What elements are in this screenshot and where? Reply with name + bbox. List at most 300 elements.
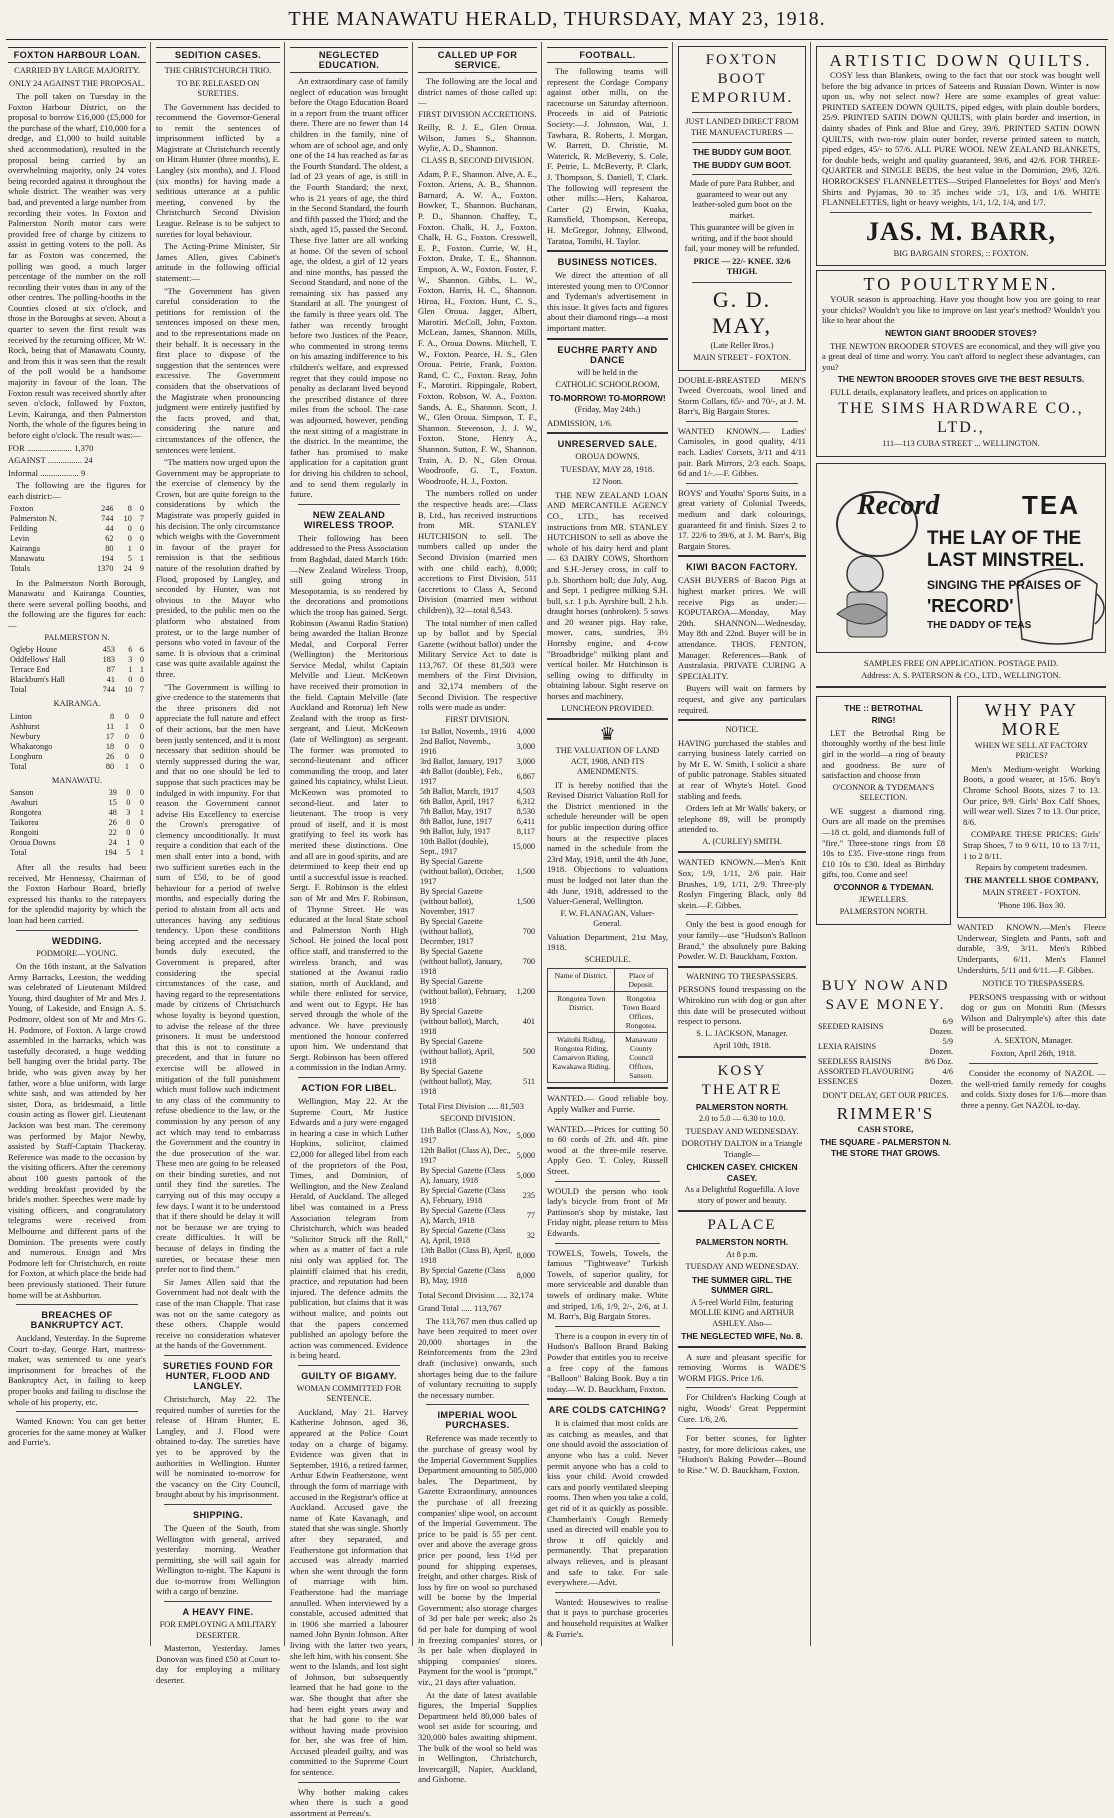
paragraph: Buyers will wait on farmers by request, and give any particulars required. <box>678 683 806 715</box>
table-row <box>8 742 146 752</box>
ad-title: TO POULTRYMEN. <box>863 274 1059 295</box>
ad-line: SINGING THE PRAISES OF <box>927 577 1082 592</box>
table-cell: Levin <box>10 533 30 543</box>
article-heading: FOOTBALL. <box>547 47 668 63</box>
table-row <box>418 947 537 977</box>
paragraph: Sir James Allen said that the Government had not dealt with the case of the man Chapple. That case was not on the same category as these others. Chapple would receive no consideration whatever at the hands of the Government. <box>156 1276 280 1351</box>
ad-line: THE DADDY OF TEAS <box>927 619 1032 631</box>
table-row <box>8 685 146 695</box>
ad-line: 12 Noon. <box>591 477 624 487</box>
table-cell: 4/6 Dozen. <box>929 1067 954 1087</box>
table-cell: 246 <box>101 503 114 513</box>
betrothal-ad <box>816 692 951 977</box>
table-row <box>8 514 146 524</box>
table-cell: By Special Gazette (Class A), April, 1918 <box>420 1226 506 1246</box>
table-cell: Total <box>10 848 27 858</box>
table-cell: 1st Ballot, Novemb., 1916 <box>420 727 507 737</box>
table-cell: 0 <box>139 523 144 533</box>
table-cell: 1 <box>139 848 144 858</box>
table-cell: Ogleby House <box>10 645 58 655</box>
result-for: FOR ..................... 1,370 <box>8 442 94 453</box>
table-cell: By Special Gazette (without ballot), March, 1918 <box>420 1007 499 1037</box>
paragraph: Christchurch, May 22. The required number of sureties for the release of Hiram Hunter, E. Langley, and J. Flood were obtained to-day. The sureties have yet to be approved by the authorities in Wellington. Hunter will be nominated to-morrow for the vacancy on the City Council, brought about by his imprisonment. <box>156 1393 280 1500</box>
table-cell: 0 <box>124 711 130 721</box>
table-cell: Total <box>10 761 27 771</box>
table-cell: Manawatu <box>10 553 45 563</box>
table-row <box>418 977 537 1007</box>
table-cell: 80 <box>105 761 115 771</box>
paragraph: COSY less than Blankets, owing to the fact that our stock was bought well before the big advance in prices of Sateens and Russian Down. Winter is now upon us, why not select now? Here are some examples of great value: PRINTED SATEEN DOWN QUILTS, piped edges, with plain double borders, 25/9. PRINTED SATIN DOWN QUILTS, with plain border and insertion, in dainty shades of Pink and Blue and Grey, 39/6. PRINTED SATIN DOWN QUILTS, with two-row plain outer border, reverse printed sateen to match, piped edges, 45/- to 57/6. ALL PURE WOOL NEW ZEALAND BLANKETS, for double beds, weight and quality guaranteed, 39/6, and 42/6. FOR THREE-QUARTER and SINGLE BEDS, the best value in the Dominion, 29/6, 32/6. HORROCKSES' FLANNELETTES—Striped Flannelettes for Boys' and Men's Shirts and Pyjamas, 30 to 35 inches wide :/1, 1/3, and 1/6. WHITE FLANNELETTES, light or heavy weights, 1/1, 1/2, 1/4, and 1/7. <box>822 70 1100 208</box>
table-row <box>418 1146 537 1166</box>
table-cell: Terrace End <box>10 665 50 675</box>
column-rule <box>810 42 811 1646</box>
notice-title: WARNING TO TRESPASSERS. <box>686 971 798 981</box>
table-row <box>8 818 146 828</box>
store-name: RIMMER'S <box>836 1103 935 1123</box>
table-cell: 0 <box>139 503 144 513</box>
ad-line: TO-MORROW! TO-MORROW! <box>549 392 666 403</box>
signature: A. SEXTON, Manager. <box>994 1036 1073 1046</box>
ad-line: THE SUMMER GIRL. THE SUMMER GIRL. <box>691 1274 793 1296</box>
results-table <box>8 712 146 772</box>
ad-line: 'RECORD' <box>927 595 1014 616</box>
classified: WANTED.— Good reliable boy. Apply Walker and Furrie. <box>547 1093 668 1115</box>
table-row <box>418 857 537 887</box>
ad-line: ADMISSION, 1/6. <box>547 417 613 428</box>
column-5 <box>543 42 672 1646</box>
table-cell: 18 <box>105 741 115 751</box>
table-row <box>418 1246 537 1266</box>
table-cell: 0 <box>139 761 144 771</box>
ad-line: Made of pure Para Rubber, and guaranteed to wear out any leather-soled gum boot on the market. <box>689 179 795 220</box>
table-cell: By Special Gazette (without ballot), February, 1918 <box>420 977 507 1007</box>
ad-line: DON'T DELAY, GET OUR PRICES. <box>822 1091 949 1101</box>
euchre-ad-title: EUCHRE PARTY AND DANCE <box>557 344 658 365</box>
table-cell: 0 <box>139 675 144 685</box>
column-rule <box>150 42 151 1646</box>
article-heading: NEGLECTED EDUCATION. <box>290 47 408 73</box>
table-cell: 5th Ballot, March, 1917 <box>420 787 499 797</box>
notice-title: NOTICE. <box>725 725 759 735</box>
article-heading: A HEAVY FINE. <box>182 1607 254 1618</box>
table-cell: 700 <box>522 927 535 937</box>
table-cell: 44 <box>105 523 114 533</box>
table-cell: 10 <box>123 513 132 523</box>
table-cell: 235 <box>522 1191 535 1201</box>
table-cell: Newbury <box>10 731 41 741</box>
paragraph: On the 16th instant, at the Salvation Army Barracks, Leeston, the wedding was celebrated of Lieutenant Mildred Young, third daughter of Mr and Mrs J. Young, of Lakeside, and Ensign A. S. Podmore, oldest son of Mr and Mrs G. H. Podmore, of Foxton. A large crowd assembled in the barracks, which was tastefully decorated, a huge wedding bell hanging over the bridal party. The bride, who was given away by her father, wore a blue uniform, with large white sash, and was attended by her sister, Dora, as bridesmaid, a little cousin acting as flower girl. Lieutenant Jackson was best man. The ceremony was performed by Major Newby, assisted by Staff-Captain Thackeray. Reference was made to the occasion by the visiting officers. After the ceremony about 100 guests partook of the wedding breakfast provided by the bride's mother. Speeches were made by visiting officers, and congratulatory telegrams were received from Melbourne and different parts of the Dominion. The presents were costly and numerous. Ensign and Mrs Podmore left for Christchurch, en route for Foxton, at which place the bride had been previously stationed. Their future home will be at Ashburton. <box>8 961 146 1300</box>
paragraph: Reference was made recently to the purchase of greasy wool by the Imperial Government Supplies Department amounting to 505,000 bales. The Department, by Gazette Extraordinary, announces the purchase of all freezing companies' slipe wool, on account of the Imperial Government. The price to be paid is 55 per cent. over and above the average gross price per pound, less 1½d per pound for shipping expenses, freight, and other charges. Risk of loss by fire on wool so purchased will be borne by the Imperial Government; also storage charges of 3d per bale per week; also 2s 6d per bale for dumping of wool in freezing companies' stores, or 3s per bale when displayed in shipping companies' stores. Payment for the wool is "prompt," viz., 21 days after valuation. <box>418 1433 537 1688</box>
table-row <box>8 752 146 762</box>
table-cell: 744 <box>102 685 115 695</box>
table-row <box>418 737 537 757</box>
table-row <box>418 1037 537 1067</box>
store-name: THE SIMS HARDWARE CO., LTD., <box>838 400 1084 437</box>
subheading: SECOND DIVISION. <box>440 1113 515 1123</box>
table-cell: 0 <box>126 828 131 838</box>
table-row <box>8 848 146 858</box>
table-cell: 3rd Ballot, January, 1917 <box>420 757 503 767</box>
table-row <box>816 1037 955 1057</box>
paragraph: The poll taken on Tuesday in the Foxton Harbour District, on the proposal to borrow £16,000 (£5,000 for the purchase of the wharf, £10,000 for a dredge, and £1,000 to build suitable shed accommodation), resulted in the proposal being carried by an overwhelming majority, only 24 votes being recorded against it throughout the whole district. The weather was very bad, and prevented a large number from recording their votes. In Foxton and Palmerston North motor cars were provided free of charge by citizens to assist in getting voters to the poll. As far as Foxton was concerned, the polling was good, a much larger percentage of the number on the roll recording their votes than in any of the other centres. The polling-booths in the Counties closed at six o'clock, and those in the Boroughs at seven. About a quarter to seven the first result was received by the returning officer, Mr W. Rock, being that of Manawatu County, and from this it was seen that the result of the poll would be a handsome majority in favour of the loan. The Foxton result was received shortly after seven o'clock, followed by Foxton, Levin, Kairanga, and then Palmerston North, the whole of the figures being in before eight o'clock. The result was:— <box>8 91 146 440</box>
paragraph: IT is hereby notified that the Revised District Valuation Roll for the District mentioned in the schedule hereunder will be open for public inspection during office hours at the respective places named in the schedule from the 23rd May, 1918, until the 4th June, 1918. Objections to valuations must be lodged not later than the 4th June, 1918, addressed to the Valuer-General, Wellington. <box>547 779 668 907</box>
table-row <box>816 1067 955 1087</box>
table-cell: SEEDED RAISINS <box>818 1022 884 1032</box>
subheading: FIRST DIVISION ACCRETIONS. <box>418 109 537 119</box>
paragraph: We direct the attention of all interested young men to O'Connor and Tydeman's advertisement in this issue. It gives facts and figures about their diamond rings—a most important matter. <box>547 270 668 334</box>
paragraph: Reilly, R. J. E., Glen Oroua. Wilson, James S., Shannon. Wylie, A. D., Shannon. <box>418 122 537 154</box>
table-cell: By Special Gazette (Class A), January, 1918 <box>420 1166 506 1186</box>
ad-line: THE NEGLECTED WIFE, No. 8. <box>681 1331 803 1342</box>
table-row <box>8 732 146 742</box>
table-cell: 6,411 <box>516 817 535 827</box>
table-cell: Kairanga <box>10 543 41 553</box>
table-row <box>418 727 537 737</box>
table-cell: LEXIA RAISINS <box>818 1042 876 1052</box>
column-4 <box>414 42 541 1785</box>
table-cell: 700 <box>522 957 535 967</box>
table-cell: 183 <box>102 655 115 665</box>
table-cell: 0 <box>126 798 131 808</box>
ad-row <box>816 977 1106 1160</box>
table-cell: 7 <box>139 513 144 523</box>
masthead <box>0 0 1114 40</box>
ad-line: OROUA DOWNS. <box>575 452 640 462</box>
table-cell: 6 <box>139 645 144 655</box>
classified: TOWELS, Towels, Towels, the famous "Tightweave" Turkish Towels, of superior quality, for more serviceable and durable than towels of ordinary make. White and striped, 1/6, 1/9, 2/-, 2/6, at J. M. Barr's, Big Bargain Stores. <box>547 1247 668 1322</box>
table-cell: By Special Gazette (without ballot), January, 1918 <box>420 947 503 977</box>
table-cell: Awahuri <box>10 798 38 808</box>
table-cell: 2nd Ballot, Novemb., 1916 <box>420 737 491 757</box>
table-cell: 8th Ballot, June, 1917 <box>420 817 493 827</box>
article-heading: IMPERIAL WOOL PURCHASES. <box>437 1410 518 1431</box>
table-row <box>8 554 146 564</box>
classified: BOYS' and Youths' Sports Suits, in a great variety of Colonial Tweeds, medium and dark colourings, guaranteed fit and finish. Sizes 2 to 17. 22/6 to 39/6, at J. M. Barr's, Big Bargain Stores. <box>678 487 806 551</box>
ad-line: O'CONNOR & TYDEMAN'S SELECTION. <box>832 782 935 803</box>
table-row <box>8 655 146 665</box>
poultrymen-ad <box>816 270 1106 457</box>
ad-line: 2.0 to 5.0 — 6.30 to 10.0. <box>698 1114 786 1124</box>
district-heading: PALMERSTON N. <box>44 632 110 642</box>
table-cell: 4th Ballot (double), Feb., 1917 <box>420 767 503 787</box>
table-row <box>8 504 146 514</box>
table-cell: 10th Ballot (double), Sept., 1917 <box>420 837 489 857</box>
table-cell: 5,000 <box>516 1151 535 1161</box>
table-cell: 1,500 <box>516 867 535 877</box>
table-cell: 1 <box>139 553 144 563</box>
paragraph: For Children's Hacking Cough at night, Woods' Great Peppermint Cure. 1/6, 2/6. <box>678 1392 806 1424</box>
classified: WANTED KNOWN.— Ladies' Camisoles, in good quality, 4/11 each. Ladies' Corsets, 3/11 and 4/11 pair. Bark Mirrors, 2/3 each. Soaps, 6d and 1/-.—F. Gibbes. <box>678 425 806 479</box>
table-row <box>8 645 146 655</box>
ad-line: PRICE — 22/- KNEE. 32/6 THIGH. <box>693 256 791 276</box>
table-cell: 1 <box>139 808 144 818</box>
brand-logo: Record <box>857 489 940 521</box>
table-cell: 1,500 <box>516 897 535 907</box>
signature: Foxton, April 26th, 1918. <box>990 1048 1077 1058</box>
table-row <box>8 712 146 722</box>
table-cell: 8 <box>127 503 132 513</box>
ad-line: PALMERSTON NORTH. <box>839 907 928 916</box>
table-cell: 0 <box>124 751 130 761</box>
paragraph: Auckland, Yesterday. In the Supreme Court to-day, George Hart, mattress-maker, was sentenced to one year's imprisonment for breaches of the Bankruptcy Act, in failing to keep proper books and failing to disclose the whole of his property, etc. <box>8 1333 146 1407</box>
table-cell: 3,000 <box>516 742 535 752</box>
ad-line: BIG BARGAIN STORES, :: FOXTON. <box>893 248 1029 258</box>
total-line: Grand Total ..... 113,767 <box>418 1303 502 1314</box>
record-tea-ad <box>816 463 1106 653</box>
table-row <box>8 798 146 808</box>
table-cell: 26 <box>108 818 117 828</box>
subheading: THE CHRISTCHURCH TRIO. <box>164 66 272 75</box>
table-row <box>8 534 146 544</box>
table-cell: 7 <box>139 685 144 695</box>
table-cell: 12th Ballot (Class A), Dec., 1917 <box>420 1146 511 1166</box>
ad-title: MORE <box>1001 718 1062 739</box>
table-cell: Whakarongo <box>10 741 53 751</box>
paragraph: Wanted: Housewives to realise that it pays to purchase groceries and household requisites at Walker & Furrie's. <box>547 1596 668 1639</box>
table-row <box>418 1067 537 1097</box>
table-cell: 8/6 Doz. <box>924 1057 954 1067</box>
paragraph: After all the results had been received, Mr Hennessy, Chairman of the Foxton Harbour Board, briefly expressed his thanks to the ratepayers for the splendid majority by which the loan had been carried. <box>8 862 146 925</box>
table-cell: 5 <box>126 848 131 858</box>
table-cell: Blackburn's Hall <box>10 675 65 685</box>
crest-icon: ♛ <box>599 724 616 745</box>
table-row <box>418 797 537 807</box>
paragraph: The numbers rolled on under the respective heads are:—Class B, Ltd., has received instructions from MR. STANLEY HUTCHISON to sell. The numbers called up under the Second Division (married men with one child each), 8,000; accretions to First Division, 511 (accretions to Class A, Second Division (married men without children)), 32—total 8,543. <box>418 488 537 615</box>
table-row <box>8 762 146 772</box>
why-pay-more-ad <box>957 692 1106 977</box>
ad-line: THE BUDDY GUM BOOT. <box>692 159 792 170</box>
table-cell: 1 <box>128 665 133 675</box>
table-row <box>418 1007 537 1037</box>
table-cell: 6/9 Dozen. <box>929 1017 954 1037</box>
ad-line: MAIN STREET - FOXTON. <box>982 888 1081 898</box>
total-line: Total First Division ..... 81,503 <box>418 1101 524 1112</box>
table-cell: SEEDLESS RAISINS <box>818 1057 892 1067</box>
classified: WANTED KNOWN.—Men's Fleece Underwear, Singlets and Pants, soft and durable, 3/9, 3/11. Men's Ribbed Underpants, 6/11. Men's Flannel Undershirts, 5/11 and 6/11.—F. Gibbes. <box>957 922 1106 975</box>
table-row <box>8 675 146 685</box>
ad-line: O'CONNOR & TYDEMAN. <box>833 882 934 892</box>
table-cell: 0 <box>127 523 132 533</box>
name-list: Adam, P. F., Shannon. Alve, A. E., Foxton. Ariens, A. B., Shannon. Barnard, A. W. A., Foxton. Bowker, T., Shannon. Buchanan, P. D., Shannon. Chaffey, T., Foxton. Chalk, H. J., Foxton. Chalk, H. G., Foxton. Cresswell, E. P., Foxton. Currie, W. H., Foxton. Drake, T. E., Shannon. Empson, A. W., Foxton. Foster, F. W., Shannon. Gibbs, L. W., Foxton. Harris, H. C., Shannon. Hiroa, H., Foxton. Hunt, C. S., Glen Oroua. Jagger, Albert, Marotiri. McColl, John, Foxton. McLean, James, Shannon. Mills, F. A., Oroua Downs. Mitchell, T. W., Foxton. Pearce, H. S., Glen Oroua. Petrie, Frank, Foxton. Rand, C. C., Foxton. Reay, John F., Marotiri. Rippingale, Robert, Foxton. Robson, W. A., Foxton. Sands, A. E., Shannon. Scott, J. W., Glen Oroua. Simpson, T. F., Shannon. Stevenson, J. J. W., Foxton. Stone, Henry A., Shannon. Sutton, F. W., Shannon. Train, A. D. N., Glen Oroua. Woodroofe, G. T., Foxton. Woodroofe, H. J., Foxton. <box>418 168 537 486</box>
paragraph: The Acting-Prime Minister, Sir James Allen, gives Cabinet's attitude in the following official statement:— <box>156 241 280 283</box>
table-cell: 10 <box>124 685 133 695</box>
table-cell: Palmerston N. <box>10 513 57 523</box>
table-cell: By Special Gazette (Class A), March, 1918 <box>420 1206 506 1226</box>
table-cell: 77 <box>526 1211 535 1221</box>
table-cell: Totals <box>10 563 30 573</box>
table-cell: 0 <box>139 543 144 553</box>
table-cell: 11 <box>106 721 115 731</box>
down-quilts-ad <box>816 46 1106 266</box>
ad-line: At 8 p.m. <box>726 1249 758 1259</box>
boot-emporium-ad <box>678 46 806 371</box>
table-cell: 0 <box>139 731 144 741</box>
paragraph: "The Government is willing to give credence to the statements that the three prisoners did not appreciate the full nature and effect of their actions, but the men have been justly sentenced, and it is most necessary that sedition should be sternly suppressed during the war, and that no one should be led to suppose that such practices may be indulged in with impunity. For that reason the Government cannot advise His Excellency to exercise the Crown's prerogative of clemency unconditionally. It must require a condition that each of the men shall enter into a bond, with two sufficient sureties each in the sum of £50, to be of good behaviour for a period of twelve months, and especially during the period to abstain from all acts and utterances having any seditious tendency. Upon these conditions being accepted and the necessary bonds duly executed, the Government is prepared, after considering the special circumstances of the case, and having regard to the representations made by citizens of Christchurch whose loyalty is beyond question, to advise the release of the three prisoners. It must be understood that this is not to constitute a precedent, and that in future no exercise will be allowed in mitigation of the full punishment which must follow such indictment to any class of the community to refuse obedience to the law, or the commission by any person of any act which may tend to embarrass the Government and the country in the due prosecution of the war. These men are going to be released on their binding sureties, and not until they find the sureties. The carrying out of this may occupy a few days. I want it to be understood that if there should be delay it will not be because we are trying to create difficulties. It will be because of delays in finding the sureties, or because these men prefer not to find them." <box>156 681 280 1275</box>
table-cell: Rongotea Town Board Offices, Rongotea. <box>615 992 668 1033</box>
ad-line: NEWTON GIANT BROODER STOVES? <box>885 328 1037 338</box>
paragraph: In the Palmerston North Borough, Manawatu and Kairanga Counties, there were several polling booths, and the following are the figures for each:— <box>8 577 146 630</box>
newspaper-title: THE MANAWATU HERALD, THURSDAY, MAY 23, 1918. <box>288 8 826 30</box>
table-cell: 194 <box>101 553 114 563</box>
paragraph: The Government has decided to recommend the Governor-General to remit the sentences of imprisonment inflicted by a Magistrate at Christchurch recently on Hiram Hunter (three months), E. Langley (six months), and J. Flood (six months) for having made a seditious utterance at a public meeting, convened by the Christchurch Second Division League. Release is to be subject to sureties for loyal behaviour. <box>156 101 280 239</box>
table-cell: 24 <box>123 563 132 573</box>
article-heading: CALLED UP FOR SERVICE. <box>418 47 537 73</box>
table-cell: 5/9 Dozen. <box>929 1037 954 1057</box>
theatre-title: PALACE <box>707 1217 777 1234</box>
table-cell: 15 <box>108 798 117 808</box>
table-cell: 4,503 <box>516 787 535 797</box>
table-cell: 0 <box>139 828 144 838</box>
column-3 <box>286 42 412 1818</box>
table-cell: 6 <box>128 645 133 655</box>
ad-line: TUESDAY AND WEDNESDAY. <box>685 1262 799 1272</box>
classified: WANTED.—Prices for cutting 50 to 60 cords of 2ft. and 4ft. pine wood at the three-mile reserve. Apply Geo. T. Coley, Russell Street. <box>547 1123 668 1176</box>
table-row <box>816 1017 955 1037</box>
table-cell: 87 <box>106 665 115 675</box>
table-cell: ASSORTED FLAVOURING ESSENCES <box>818 1067 915 1087</box>
table-cell: 1 <box>126 838 131 848</box>
article-heading: UNRESERVED SALE. <box>557 439 658 450</box>
article-heading: ARE COLDS CATCHING? <box>548 1405 667 1416</box>
table-cell: 0 <box>124 731 130 741</box>
table-cell: 0 <box>126 818 131 828</box>
table-row <box>8 722 146 732</box>
table-cell: 401 <box>522 1017 535 1027</box>
table-row <box>8 665 146 675</box>
article-heading: KIWI BACON FACTORY. <box>686 562 798 573</box>
table-cell: Rongoiti <box>10 828 39 838</box>
ad-line: 'Phone 106. Box 30. <box>997 900 1066 910</box>
table-row <box>418 827 537 837</box>
paragraph: Why bother making cakes when there is such a good assortment at Perreau's. <box>290 1786 408 1818</box>
district-heading: KAIRANGA. <box>53 699 101 709</box>
paragraph: At the date of latest available figures, the Imperial Supplies Department held 80,000 bales of wool set aside for scouring, and 320,000 bales awaiting shipment. The bulk of the wool so held was in Wellington, Christchurch, Invercargill, Napier, Auckland, and Gisborne. <box>418 1689 537 1785</box>
table-row <box>8 828 146 838</box>
paragraph: CASH BUYERS of Bacon Pigs at highest market prices. We will receive Pigs as under:—KOPUTAROA—Monday, May 20th. SHANNON—Wednesday, May 8th and 22nd. Buyer will be in attendance. THOS. FENTON, Manager. References—Bank of Australasia. PRIVATE CURING A SPECIALITY. <box>678 575 806 681</box>
article-heading: BUSINESS NOTICES. <box>557 257 658 268</box>
table-cell: 1,200 <box>516 987 535 997</box>
ad-title: TEA <box>1022 489 1080 520</box>
paragraph: Wanted Known: You can get better groceries for the same money at Walker and Furrie's. <box>8 1416 146 1448</box>
table-cell: By Special Gazette (without ballot), April, 1918 <box>420 1037 495 1067</box>
ad-title: ARTISTIC DOWN QUILTS. <box>829 51 1093 70</box>
table-cell: 0 <box>128 675 133 685</box>
table-cell: 1 <box>139 665 144 675</box>
table-cell: 0 <box>124 741 130 751</box>
paragraph: PERSONS trespassing with or without dog or gun on Motuiti Run (Messrs Wilson and Dalrymple's) after this date will be prosecuted. <box>961 991 1106 1034</box>
table-cell: 80 <box>105 543 114 553</box>
paragraph: For better scones, for lighter pastry, for more delicious cakes, use "Hudson's Baking Powder—Bound to Rise." W. D. Bauckham, Foxton. <box>678 1433 806 1476</box>
subheading: CLASS B, SECOND DIVISION. <box>421 156 534 166</box>
article-heading: NEW ZEALAND WIRELESS TROOP. <box>303 509 395 530</box>
subheading: ONLY 24 AGAINST THE PROPOSAL. <box>8 78 146 88</box>
classified: WOULD the person who took lady's bicycle from front of Mr Pattinson's shop by mistake, last Friday night, please return to Miss Edwards. <box>547 1185 668 1238</box>
table-cell: 5 <box>127 553 132 563</box>
ad-title: FOXTON BOOT <box>705 52 779 87</box>
ad-line: TUESDAY, MAY 28, 1918. <box>560 464 655 474</box>
table-row <box>8 524 146 534</box>
ad-line: DOROTHY DALTON in a Triangle Triangle— <box>681 1139 803 1159</box>
paragraph: Men's Medium-weight Working Boots, a good wearer, at 15/6. Boy's Chrome School Boots, sizes 7 to 13. Our price, 9/9. Girls' Box Calf Shoes, will wear well. Sizes 7 to 13. Our price, 8/6. <box>963 763 1100 827</box>
article-heading: FOXTON HARBOUR LOAN. <box>8 47 146 63</box>
table-cell: 0 <box>139 788 144 798</box>
table-cell: Rongotea <box>10 808 42 818</box>
table-cell: 32 <box>526 1231 535 1241</box>
paragraph: HAVING purchased the stables and carrying business lately carried on by Mr E. W. Smith, I solicit a share of public patronage. Stables situated at rear of Whyte's Hotel. Good stabling and feeds. <box>678 737 806 801</box>
ad-line: PALMERSTON NORTH. <box>695 1101 789 1112</box>
table-row <box>8 564 146 574</box>
store-name: JAS. M. BARR, <box>866 216 1056 246</box>
subheading: WOMAN COMMITTED FOR SENTENCE. <box>296 1383 402 1404</box>
ad-line: will be held in the <box>577 367 638 377</box>
signature: F. W. FLANAGAN, Valuer-General. <box>560 908 655 929</box>
table-cell: 8,530 <box>516 807 535 817</box>
table-cell: 0 <box>139 838 144 848</box>
table-cell: 0 <box>139 533 144 543</box>
schedule-title: SCHEDULE. <box>584 954 631 964</box>
paragraph: The following teams will represent the Cordage Company against other mills, on the racecourse on Saturday afternoon. Proceeds in aid of Patriotic Society:—J. Johnston, Wai, J. Tawhara, R. Roberts, J. Morgan, W. Barrett, D. Christie, M. Waterick, R. McBeverty, S. Cole, F. Petrie, L. McBeverty, P. Clark, J. Thompson, S. Daniell, T. Clark. The following will represent the other mills:—Hers, Kaharoa, Carter (2) Erwin, Kuaka, Ramsfield, Thompson, Kereopa, H. McGregor, Johnny, Ellwood, Taratoa, Tomihi, H. Taylor. <box>547 66 668 246</box>
table-cell: 9 <box>139 563 144 573</box>
table-cell: 62 <box>105 533 114 543</box>
store-name: THE MANTELL SHOE COMPANY, <box>964 875 1099 885</box>
ad-line: SAMPLES FREE ON APPLICATION. POSTAGE PAID. <box>863 658 1059 668</box>
table-row <box>418 1186 537 1206</box>
paragraph: The Queen of the South, from Wellington with general, arrived yesterday morning. Weather permitting, she will sail again for Wellington to-night. The Kapuni is due to-morrow from Wellington with a cargo of benzine. <box>156 1522 280 1597</box>
paragraph: PERSONS found trespassing on the Whirokino run with dog or gun after this date will be prosecuted without respect to persons. <box>678 984 806 1027</box>
total-line: Total Second Division ..... 32,174 <box>418 1290 534 1301</box>
paragraph: The total number of men called up by ballot and by Special Gazette (without ballot) under the Military Service Act to date is 113,767. Of these 81,503 were members of the First Division, and 32,174 members of the Second Division. The respective rolls were made as under: <box>418 617 537 713</box>
result-informal: Informal .................. 9 <box>8 467 86 478</box>
table-cell: By Special Gazette (without ballot), December, 1917 <box>420 917 483 947</box>
table-cell: 4,000 <box>516 727 535 737</box>
table-cell: By Special Gazette (Class A), February, 1918 <box>420 1186 506 1206</box>
ad-line: Repairs by competent tradesmen. <box>975 863 1088 873</box>
table-row <box>816 1057 955 1067</box>
table-row <box>418 787 537 797</box>
ad-line: WHEN WE SELL AT FACTORY PRICES? <box>974 740 1089 761</box>
ad-line: JEWELLERS. <box>858 894 909 904</box>
table-cell: 1 <box>124 721 130 731</box>
table-cell: 3 <box>128 655 133 665</box>
paragraph: YOUR season is approaching. Have you thought how you are going to rear your chicks? Wouldn't you like to improve on last year's method? Wouldn't you like to hear about the <box>822 294 1100 326</box>
classified: WANTED KNOWN.—Men's Knit Sox, 1/9, 1/11, 2/6 pair. Hair Brushes, 1/9, 1/11, 2/9. Three-ply Roslyn Fingering Black, only 8d skein.—F. Gibbes. <box>678 857 806 910</box>
table-cell: 1 <box>127 543 132 553</box>
table-cell: 48 <box>108 808 117 818</box>
table-cell: By Special Gazette (without ballot), November, 1917 <box>420 887 483 917</box>
column-rule <box>412 42 413 1646</box>
table-cell: Total <box>10 685 27 695</box>
ad-headline: THE LAY OF THE LAST MINSTREL. <box>927 527 1085 571</box>
table-cell: 5,000 <box>516 1131 535 1141</box>
result-against: AGAINST ................ 24 <box>8 455 93 466</box>
article-heading: BREACHES OF BANKRUPTCY ACT. <box>30 1310 124 1331</box>
paragraph: THE NEW ZEALAND LOAN AND MERCANTILE AGENCY CO., LTD., has received instructions from MR. STANLEY HUTCHISON to sell as above the whole of his dairy herd and plant— 63 DAIRY COWS, Shorthorn and S.H.-Jersey cross, in calf to p.b. Shorthorn bull; due July, Aug. and Sept. 1 pedigree milking S.H. bull, s.r. 1 p.b. Ayrshire bull. 2 h.b. draught horses (unbroken). 5 sows and 20 weaner pigs. Hay rake, mower, cans, sundries, 3½ Hornsby engine, and 4-cow "Broadbridge" milking plant and vertical boiler. Mr Hutchinson is selling owing to difficulty in obtaining labour. Sight reserve on horses and machinery. <box>547 489 668 702</box>
subheading: CARRIED BY LARGE MAJORITY. <box>14 66 140 75</box>
ad-title: RING! <box>871 715 896 726</box>
ad-title: WHY PAY <box>984 699 1079 720</box>
table-header: Name of District. <box>548 969 615 992</box>
paragraph: Auckland, May 21. Harvey Katherine Johnson, aged 36, appeared at the Police Court today on a charge of bigamy. Evidence was given that in September, 1916, a retired farmer, Arthur Edwin Featherstone, went through the form of marriage with accused in the Registrar's office at Auckland. Accused gave the name of Kate Kavanagh, and stated that she was single. Shortly after they separated, and Featherstone got information that accused was already married when she went through the form of marriage with him. Featherstone had the marriage annulled. When interviewed by a constable, accused admitted that in 1906 she married a labourer named John Bynin Johnson. After living with the latter two years, she left him, with his consent. She went to the Islands, and lost sight of Johnson, but subsequently learned that he had gone to the war. She thought that after she had been eight years away and that he had gone to the war without having made provision for her, she was free of him. Accused pleaded guilty, and was committed to the Supreme Court for sentence. <box>290 1406 408 1778</box>
ad-line: CHICKEN CASEY. CHICKEN CASEY. <box>686 1162 798 1183</box>
paragraph: FULL details, explanatory leaflets, and prices on application to <box>830 386 1047 397</box>
table-cell: 26 <box>105 751 115 761</box>
ad-line: (Late Reller Bros.) <box>710 340 774 350</box>
table-cell: 22 <box>108 828 117 838</box>
table-cell: Sanson <box>10 788 34 798</box>
column-rule <box>541 42 542 1646</box>
table-cell: 7th Ballot, May, 1917 <box>420 807 492 817</box>
ad-line: JUST LANDED DIRECT FROM THE MANUFACTURERS — <box>685 117 799 137</box>
